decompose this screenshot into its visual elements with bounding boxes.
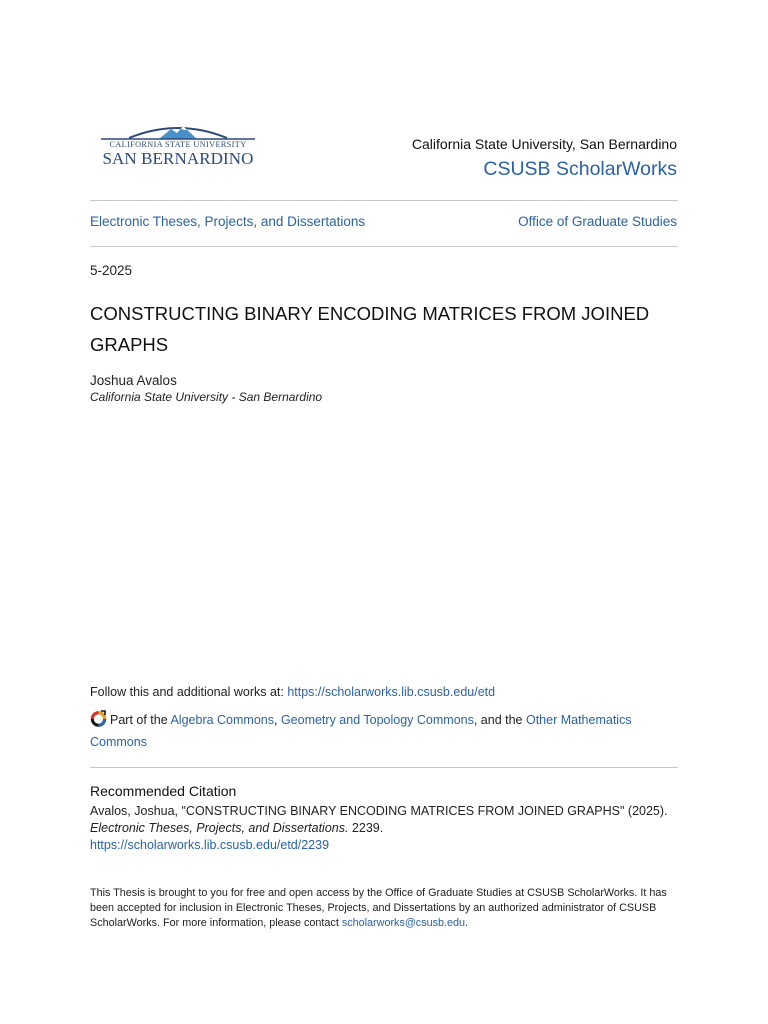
citation-heading: Recommended Citation	[90, 783, 237, 799]
publication-date: 5-2025	[90, 263, 133, 278]
footer-end: .	[465, 917, 469, 929]
footer-text: This Thesis is brought to you for free and open access by the Office of Graduate Studies at CSUSB ScholarWorks. It has been accepted for inclusion in Electronic Theses, Projects, and Dissertations by an authorized administrator of CSUSB ScholarWorks. For more information, please contact	[90, 887, 667, 929]
citation-block	[90, 803, 680, 854]
geometry-commons-link[interactable]: Geometry and Topology Commons	[280, 713, 474, 727]
follow-prefix: Follow this and additional works at:	[90, 685, 288, 699]
divider	[90, 767, 678, 768]
part-of-sep1: ,	[273, 713, 281, 727]
part-of-line	[90, 709, 670, 753]
etd-url-link[interactable]: https://scholarworks.lib.csusb.edu/etd	[287, 685, 496, 699]
institution-name: California State University, San Bernardino	[411, 136, 677, 152]
footer-notice	[90, 886, 680, 931]
office-link[interactable]: Office of Graduate Studies	[518, 214, 677, 229]
follow-line	[90, 685, 495, 699]
collection-link[interactable]: Electronic Theses, Projects, and Dissertations	[90, 214, 366, 229]
mountain-logo-icon	[101, 120, 255, 142]
citation-series: Electronic Theses, Projects, and Dissertations.	[90, 821, 349, 835]
csusb-logo	[101, 120, 255, 172]
citation-text: Avalos, Joshua, "CONSTRUCTING BINARY ENCODING MATRICES FROM JOINED GRAPHS" (2025).	[90, 804, 668, 818]
citation-series-line	[90, 820, 680, 837]
author-affiliation: California State University - San Bernardino	[90, 390, 323, 404]
logo-text-line2: SAN BERNARDINO	[102, 149, 254, 168]
divider	[90, 246, 678, 247]
citation-url-link[interactable]: https://scholarworks.lib.csusb.edu/etd/2239	[90, 838, 330, 852]
algebra-commons-link[interactable]: Algebra Commons	[170, 713, 274, 727]
open-access-icon	[90, 710, 107, 727]
part-of-sep2: , and the	[473, 713, 526, 727]
contact-email-link[interactable]: scholarworks@csusb.edu	[341, 917, 466, 929]
citation-number: 2239.	[348, 821, 384, 835]
part-of-prefix: Part of the	[110, 713, 171, 727]
repository-link[interactable]: CSUSB ScholarWorks	[483, 158, 677, 180]
logo-text-line1: CALIFORNIA STATE UNIVERSITY	[109, 140, 247, 149]
author-name: Joshua Avalos	[90, 373, 177, 388]
divider	[90, 200, 678, 201]
other-math-commons-link[interactable]: Other Mathematics Commons	[90, 713, 632, 749]
document-title: CONSTRUCTING BINARY ENCODING MATRICES FROM JOINED GRAPHS	[90, 303, 650, 355]
